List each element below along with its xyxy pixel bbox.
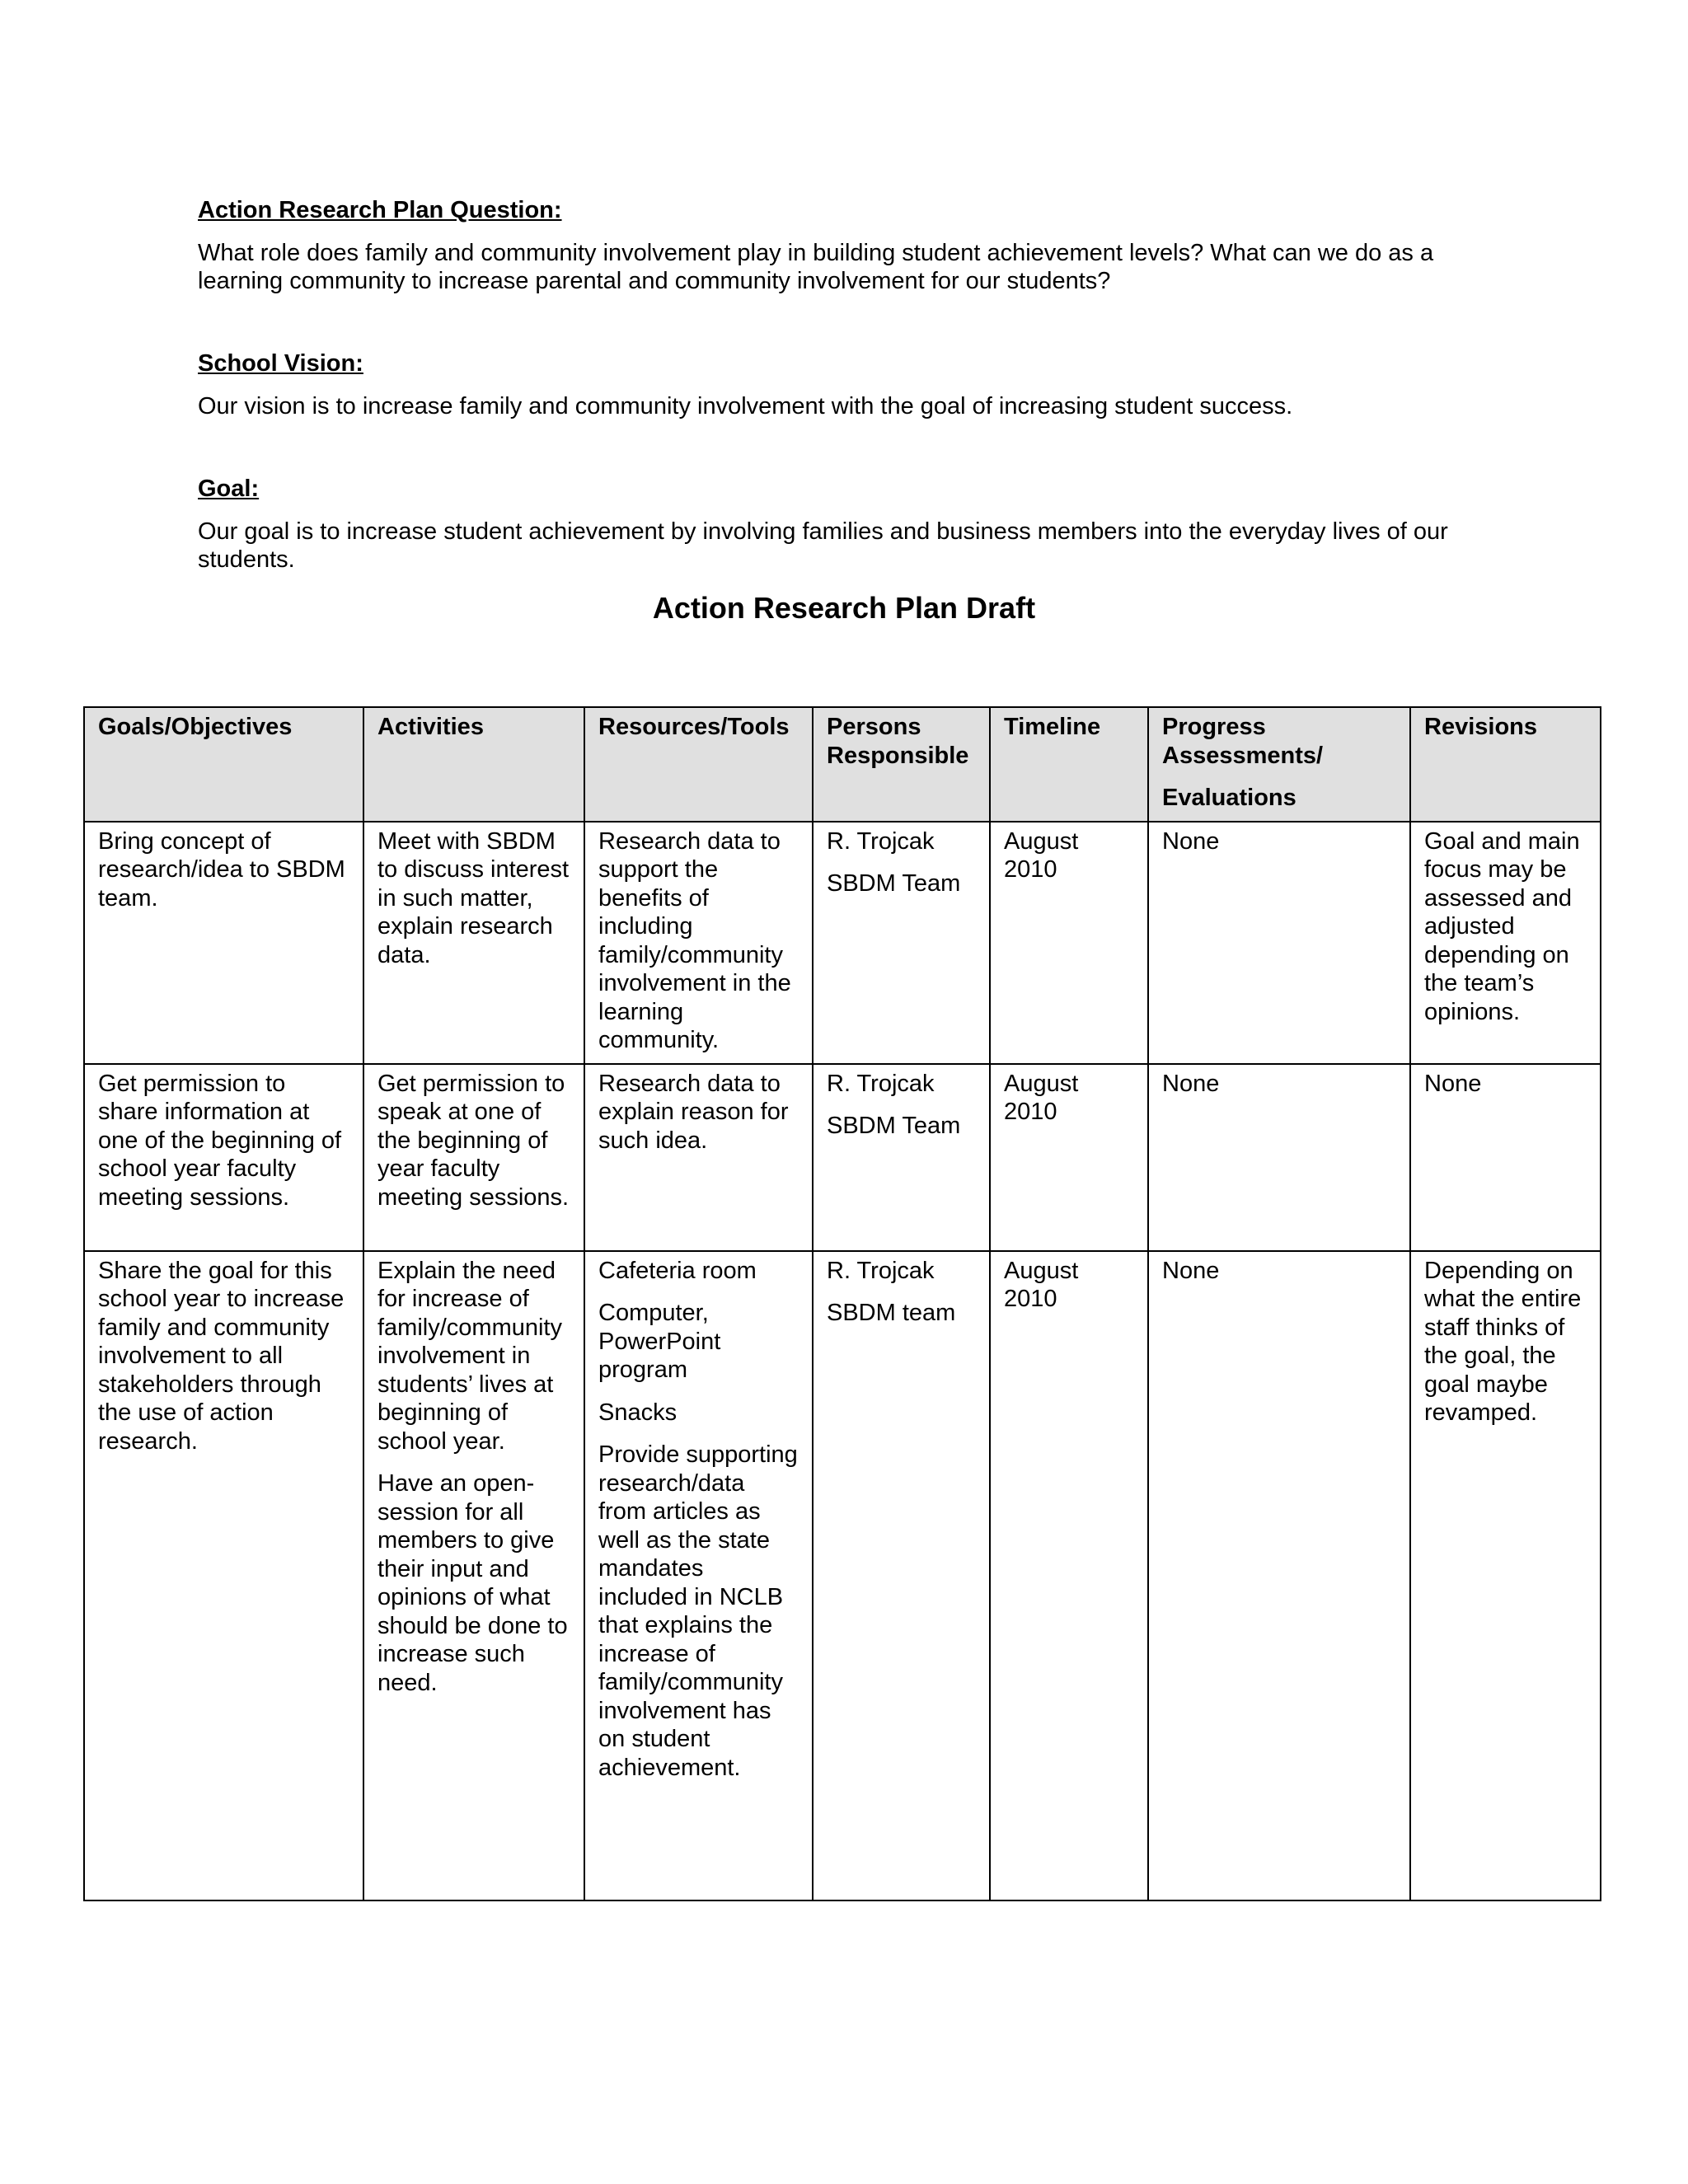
- resources-cell: [584, 1251, 813, 1900]
- resource-item: Research data to explain reason for such idea.: [598, 1070, 789, 1154]
- activities-cell: Meet with SBDM to discuss interest in such matter, explain research data.: [363, 822, 584, 1064]
- header-resources: Resources/Tools: [584, 707, 813, 822]
- document-sections: [198, 196, 1517, 574]
- timeline-cell: August 2010: [990, 1251, 1148, 1900]
- section-heading: School Vision:: [198, 350, 363, 377]
- resource-item: Computer, PowerPoint program: [598, 1300, 721, 1383]
- activities-cell: [363, 1251, 584, 1900]
- header-progress-line: Progress Assessments/: [1162, 714, 1324, 769]
- goals-cell: Bring concept of research/idea to SBDM team.: [84, 822, 363, 1064]
- timeline-cell: August 2010: [990, 822, 1148, 1064]
- revisions-cell: None: [1410, 1064, 1601, 1251]
- goal-section: [198, 475, 1517, 574]
- table-row: [84, 1064, 1601, 1251]
- person-item: SBDM team: [827, 1300, 956, 1326]
- person-item: R. Trojcak: [827, 827, 935, 855]
- person-item: SBDM Team: [827, 1113, 961, 1139]
- resource-item: Provide supporting research/data from articles as well as the state mandates included in NCLB that explains the increase of family/community involvement has on student achievement.: [598, 1441, 798, 1781]
- header-revisions: Revisions: [1410, 707, 1601, 822]
- section-body: What role does family and community involvement play in building student achievement levels? What can we do as a learning community to increase parental and community involvement for our students?: [198, 240, 1434, 294]
- persons-cell: [813, 1064, 990, 1251]
- header-timeline: Timeline: [990, 707, 1148, 822]
- revisions-cell: Goal and main focus may be assessed and adjusted depending on the team’s opinions.: [1410, 822, 1601, 1064]
- header-persons: Persons Responsible: [813, 707, 990, 822]
- person-item: R. Trojcak: [827, 1070, 935, 1097]
- revisions-cell: Depending on what the entire staff thinks of the goal, the goal maybe revamped.: [1410, 1251, 1601, 1900]
- persons-cell: [813, 822, 990, 1064]
- table-row: [84, 1251, 1601, 1900]
- school-vision-section: [198, 349, 1517, 420]
- resources-cell: [584, 1064, 813, 1251]
- timeline-cell: August 2010: [990, 1064, 1148, 1251]
- table-header-row: [84, 707, 1601, 822]
- table-row: [84, 822, 1601, 1064]
- resource-item: Research data to support the benefits of including family/community involvement in the learning community.: [598, 827, 791, 1053]
- section-heading: Action Research Plan Question:: [198, 197, 562, 223]
- progress-cell: None: [1148, 822, 1410, 1064]
- resources-cell: [584, 822, 813, 1064]
- persons-cell: [813, 1251, 990, 1900]
- goals-cell: Share the goal for this school year to increase family and community involvement to all stakeholders through the use of action research.: [84, 1251, 363, 1900]
- header-goals: Goals/Objectives: [84, 707, 363, 822]
- activity-item: Explain the need for increase of family/community involvement in students’ lives at beginning of school year.: [377, 1257, 562, 1455]
- person-item: R. Trojcak: [827, 1257, 935, 1284]
- section-heading: Goal:: [198, 476, 260, 502]
- resource-item: Cafeteria room: [598, 1257, 757, 1284]
- header-activities: Activities: [363, 707, 584, 822]
- activity-item: Have an open-session for all members to give their input and opinions of what should be done to increase such need.: [377, 1470, 568, 1696]
- research-question-section: [198, 196, 1517, 295]
- plan-title: Action Research Plan Draft: [652, 591, 1036, 625]
- section-body: Our goal is to increase student achievement by involving families and business members into the everyday lives of our students.: [198, 518, 1448, 573]
- person-item: SBDM Team: [827, 870, 961, 897]
- progress-cell: None: [1148, 1251, 1410, 1900]
- resource-item: Snacks: [598, 1399, 678, 1426]
- section-body: Our vision is to increase family and community involvement with the goal of increasing student success.: [198, 393, 1293, 419]
- action-plan-table: [83, 706, 1601, 1901]
- progress-cell: None: [1148, 1064, 1410, 1251]
- goals-cell: Get permission to share information at one of the beginning of school year faculty meeting sessions.: [84, 1064, 363, 1251]
- activities-cell: Get permission to speak at one of the beginning of year faculty meeting sessions.: [363, 1064, 584, 1251]
- header-progress: [1148, 707, 1410, 822]
- header-progress-line: Evaluations: [1162, 785, 1296, 811]
